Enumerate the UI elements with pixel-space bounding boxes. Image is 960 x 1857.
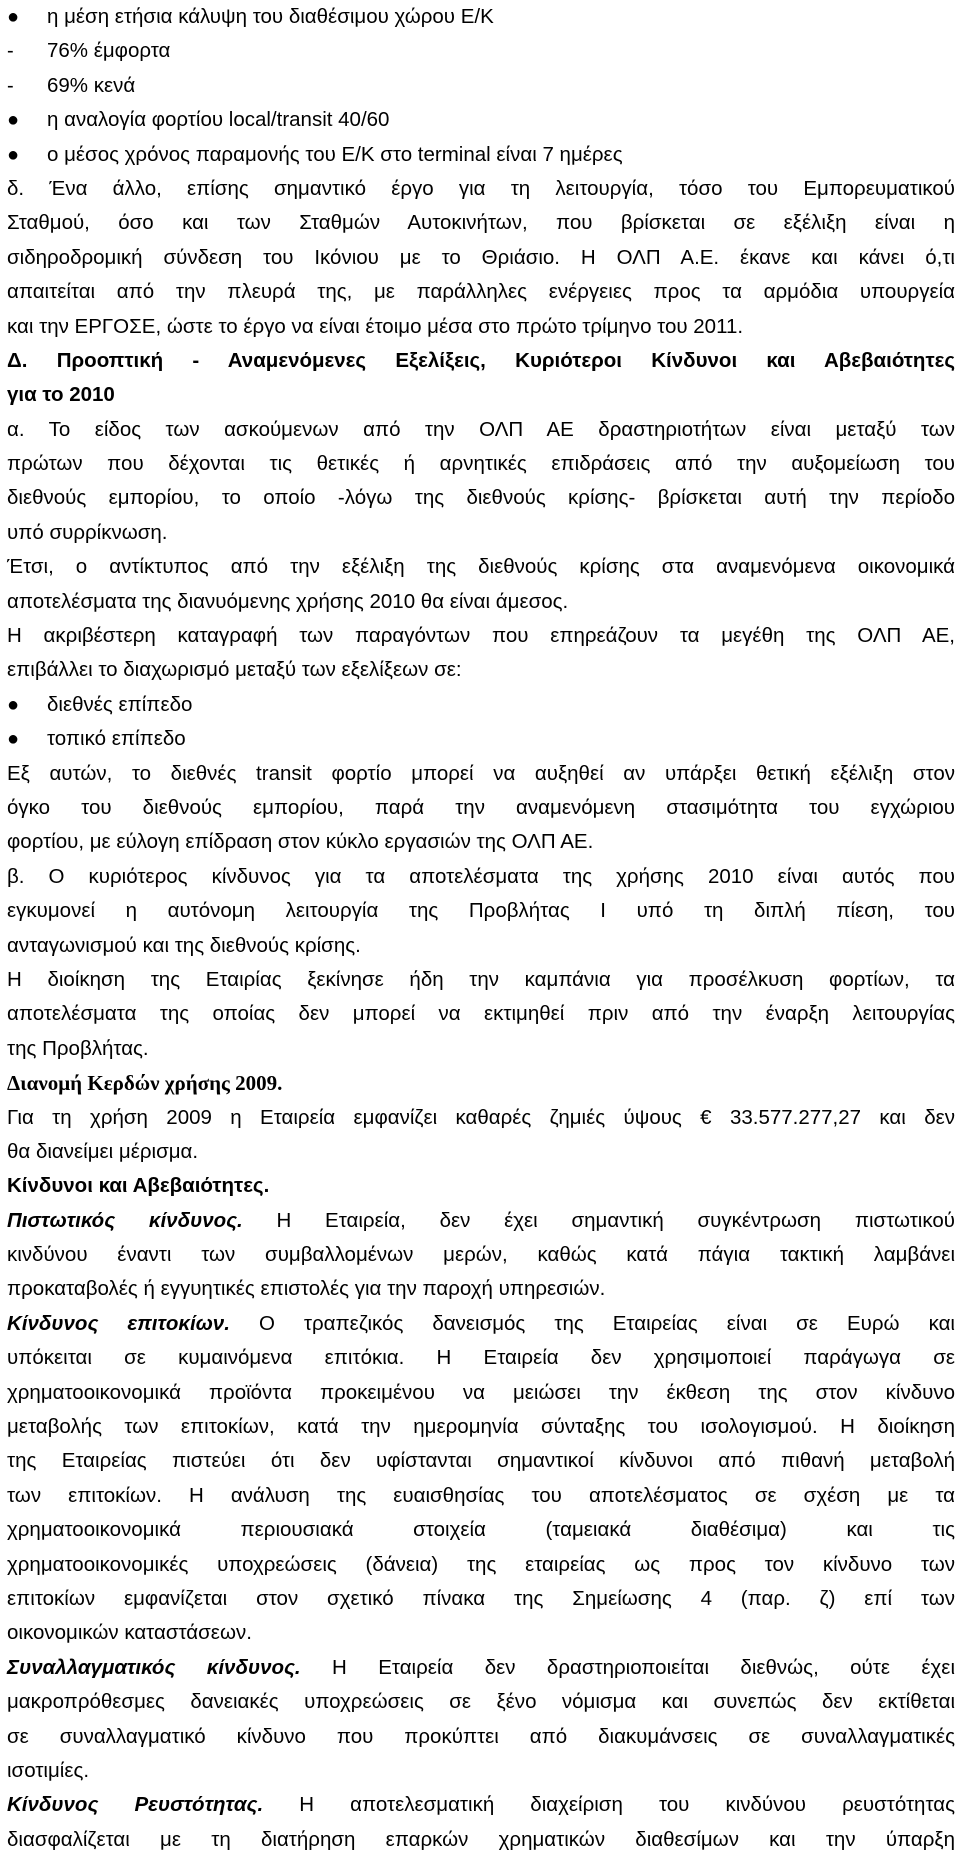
- bullet-icon: ●: [7, 728, 20, 751]
- paragraph-line: απαιτείται από την πλευρά της, με παράλληλες ενέργειες προς τα αρμόδια υπουργεία: [7, 280, 955, 304]
- bullet-icon: ●: [7, 109, 20, 132]
- bullet-text: η αναλογία φορτίου local/transit 40/60: [47, 108, 390, 132]
- dash-marker: -: [7, 40, 14, 63]
- paragraph-line: υπόκειται σε κυμαινόμενα επιτόκια. Η Εταιρεία δεν χρησιμοποιεί παράγωγα σε: [7, 1346, 955, 1370]
- paragraph-line: Η ακριβέστερη καταγραφή των παραγόντων που επηρεάζουν τα μεγέθη της ΟΛΠ ΑΕ,: [7, 624, 955, 648]
- paragraph-line: ανταγωνισμού και της διεθνούς κρίσης.: [7, 933, 361, 957]
- paragraph-line: υπό συρρίκνωση.: [7, 520, 168, 544]
- paragraph-line: χρηματοοικονομικά περιουσιακά στοιχεία (ταμειακά διαθέσιμα) και τις: [7, 1518, 955, 1542]
- paragraph-line: σε συναλλαγματικό κίνδυνο που προκύπτει από διακυμάνσεις σε συναλλαγματικές: [7, 1724, 955, 1748]
- paragraph-line: εγκυμονεί η αυτόνομη λειτουργία της Προβλήτας Ι υπό τη διπλή πίεση, του: [7, 899, 955, 923]
- paragraph-line: β. Ο κυριότερος κίνδυνος για τα αποτελέσματα της χρήσης 2010 είναι αυτός που: [7, 864, 955, 888]
- bullet-icon: ●: [7, 6, 20, 28]
- paragraph-line: Η διοίκηση της Εταιρίας ξεκίνησε ήδη την καμπάνια για προσέλκυση φορτίων, τα: [7, 967, 955, 991]
- bullet-text: τοπικό επίπεδο: [47, 727, 186, 751]
- paragraph-line: σιδηροδρομική σύνδεση του Ικόνιου με το Θριάσιο. Η ΟΛΠ Α.Ε. έκανε και κάνει ό,τι: [7, 245, 955, 269]
- paragraph-line: οικονομικών καταστάσεων.: [7, 1621, 252, 1645]
- risk-text: Ο τραπεζικός δανεισμός της Εταιρείας είναι σε Ευρώ και: [229, 1311, 955, 1335]
- section-heading: για το 2010: [7, 383, 115, 407]
- risk-line: [7, 1788, 955, 1822]
- paragraph-line: χρηματοοικονομικά προϊόντα προκειμένου να μειώσει την έκθεση της στον κίνδυνο: [7, 1380, 955, 1404]
- paragraph-line: αποτελέσματα της οποίας δεν μπορεί να εκτιμηθεί πριν από την έναρξη λειτουργίας: [7, 1002, 955, 1026]
- risk-line: [7, 1307, 955, 1341]
- paragraph-line: πρώτων που δέχονται τις θετικές ή αρνητικές επιδράσεις από την αυξομείωση του: [7, 452, 955, 476]
- paragraph-line: διασφαλίζεται με τη διατήρηση επαρκών χρηματικών διαθεσίμων και την ύπαρξη: [7, 1827, 955, 1851]
- risk-text: Η Εταιρεία, δεν έχει σημαντική συγκέντρωση πιστωτικού: [242, 1208, 955, 1232]
- risk-text: Η Εταιρεία δεν δραστηριοποιείται διεθνώς, ούτε έχει: [300, 1655, 955, 1679]
- paragraph-line: ισοτιμίες.: [7, 1758, 90, 1782]
- bullet-item: [7, 688, 955, 722]
- paragraph-line: της Προβλήτας.: [7, 1036, 149, 1060]
- bullet-item: [7, 0, 955, 34]
- bullet-item: [7, 103, 955, 137]
- paragraph-line: μεταβολής των επιτοκίων, κατά την ημερομηνία σύνταξης του ισολογισμού. Η διοίκηση: [7, 1415, 955, 1439]
- liquidity-risk-label: Κίνδυνος Ρευστότητας.: [7, 1793, 264, 1817]
- paragraph-line: α. Το είδος των ασκούμενων από την ΟΛΠ ΑΕ δραστηριοτήτων είναι μεταξύ των: [7, 417, 955, 441]
- bullet-icon: ●: [7, 693, 20, 716]
- paragraph-line: διεθνούς εμπορίου, το οποίο -λόγω της διεθνούς κρίσης- βρίσκεται αυτή την περίοδο: [7, 486, 955, 510]
- risk-text: Η αποτελεσματική διαχείριση του κινδύνου ρευστότητας: [263, 1793, 955, 1817]
- bullet-text: η μέση ετήσια κάλυψη του διαθέσιμου χώρου Ε/Κ: [47, 5, 494, 28]
- dash-marker: -: [7, 74, 14, 97]
- paragraph-line: κινδύνου έναντι των συμβαλλομένων μερών, καθώς κατά πάγια τακτική λαμβάνει: [7, 1243, 955, 1267]
- bullet-icon: ●: [7, 143, 20, 166]
- paragraph-line: και την ΕΡΓΟΣΕ, ώστε το έργο να είναι έτοιμο μέσα στο πρώτο τρίμηνο του 2011.: [7, 314, 744, 338]
- risk-line: [7, 1204, 955, 1238]
- paragraph-line: Σταθμού, όσο και των Σταθμών Αυτοκινήτων, που βρίσκεται σε εξέλιξη είναι η: [7, 211, 955, 235]
- bullet-text: ο μέσος χρόνος παραμονής του Ε/Κ στο terminal είναι 7 ημέρες: [47, 142, 623, 166]
- fx-risk-label: Συναλλαγματικός κίνδυνος.: [7, 1655, 301, 1679]
- paragraph-line: Εξ αυτών, το διεθνές transit φορτίο μπορεί να αυξηθεί αν υπάρξει θετική εξέλιξη στον: [7, 761, 955, 785]
- paragraph-line: Έτσι, ο αντίκτυπος από την εξέλιξη της διεθνούς κρίσης στα αναμενόμενα οικονομικά: [7, 555, 955, 579]
- paragraph-line: δ. Ένα άλλο, επίσης σημαντικό έργο για τη λειτουργία, τόσο του Εμπορευματικού: [7, 176, 955, 200]
- paragraph-line: μακροπρόθεσμες δανειακές υποχρεώσεις σε ξένο νόμισμα και συνεπώς δεν εκτίθεται: [7, 1690, 955, 1714]
- paragraph-line: επιτοκίων εμφανίζεται στον σχετικό πίνακα της Σημείωσης 4 (παρ. ζ) επί των: [7, 1586, 955, 1610]
- interest-risk-label: Κίνδυνος επιτοκίων.: [7, 1311, 230, 1335]
- paragraph-line: της Εταιρείας πιστεύει ότι δεν υφίστανται σημαντικοί κίνδυνοι από πιθανή μεταβολή: [7, 1449, 955, 1473]
- dash-text: 69% κενά: [47, 73, 136, 97]
- document-page: [7, 0, 955, 1857]
- bullet-item: [7, 138, 955, 172]
- dash-text: 76% έμφορτα: [47, 39, 171, 63]
- paragraph-line: θα διανείμει μέρισμα.: [7, 1139, 199, 1163]
- bullet-text: διεθνές επίπεδο: [47, 692, 193, 716]
- paragraph-line: προκαταβολές ή εγγυητικές επιστολές για την παροχή υπηρεσιών.: [7, 1277, 606, 1301]
- dividend-heading: Διανομή Κερδών χρήσης 2009.: [7, 1071, 283, 1096]
- paragraph-line: Για τη χρήση 2009 η Εταιρεία εμφανίζει καθαρές ζημιές ύψους € 33.577.277,27 και δεν: [7, 1105, 955, 1129]
- credit-risk-label: Πιστωτικός κίνδυνος.: [7, 1208, 243, 1232]
- dash-item: [7, 34, 955, 68]
- dash-item: [7, 69, 955, 103]
- bullet-item: [7, 722, 955, 756]
- paragraph-line: επιβάλλει το διαχωρισμό μεταξύ των εξελίξεων σε:: [7, 658, 462, 682]
- paragraph-line: φορτίου, με εύλογη επίδραση στον κύκλο εργασιών της ΟΛΠ ΑΕ.: [7, 830, 594, 854]
- paragraph-line: αποτελέσματα της διανυόμενης χρήσης 2010 θα είναι άμεσος.: [7, 589, 569, 613]
- paragraph-line: των επιτοκίων. Η ανάλυση της ευαισθησίας του αποτελέσματος σε σχέση με τα: [7, 1483, 955, 1507]
- section-heading: Δ. Προοπτική - Αναμενόμενες Εξελίξεις, Κυριότεροι Κίνδυνοι και Αβεβαιότητες: [7, 348, 955, 372]
- paragraph-line: όγκο του διεθνούς εμπορίου, παρά την αναμενόμενη στασιμότητα του εγχώριου: [7, 795, 955, 819]
- risk-line: [7, 1651, 955, 1685]
- risks-heading: Κίνδυνοι και Αβεβαιότητες.: [7, 1174, 270, 1198]
- paragraph-line: χρηματοοικονομικές υποχρεώσεις (δάνεια) της εταιρείας ως προς τον κίνδυνο των: [7, 1552, 955, 1576]
